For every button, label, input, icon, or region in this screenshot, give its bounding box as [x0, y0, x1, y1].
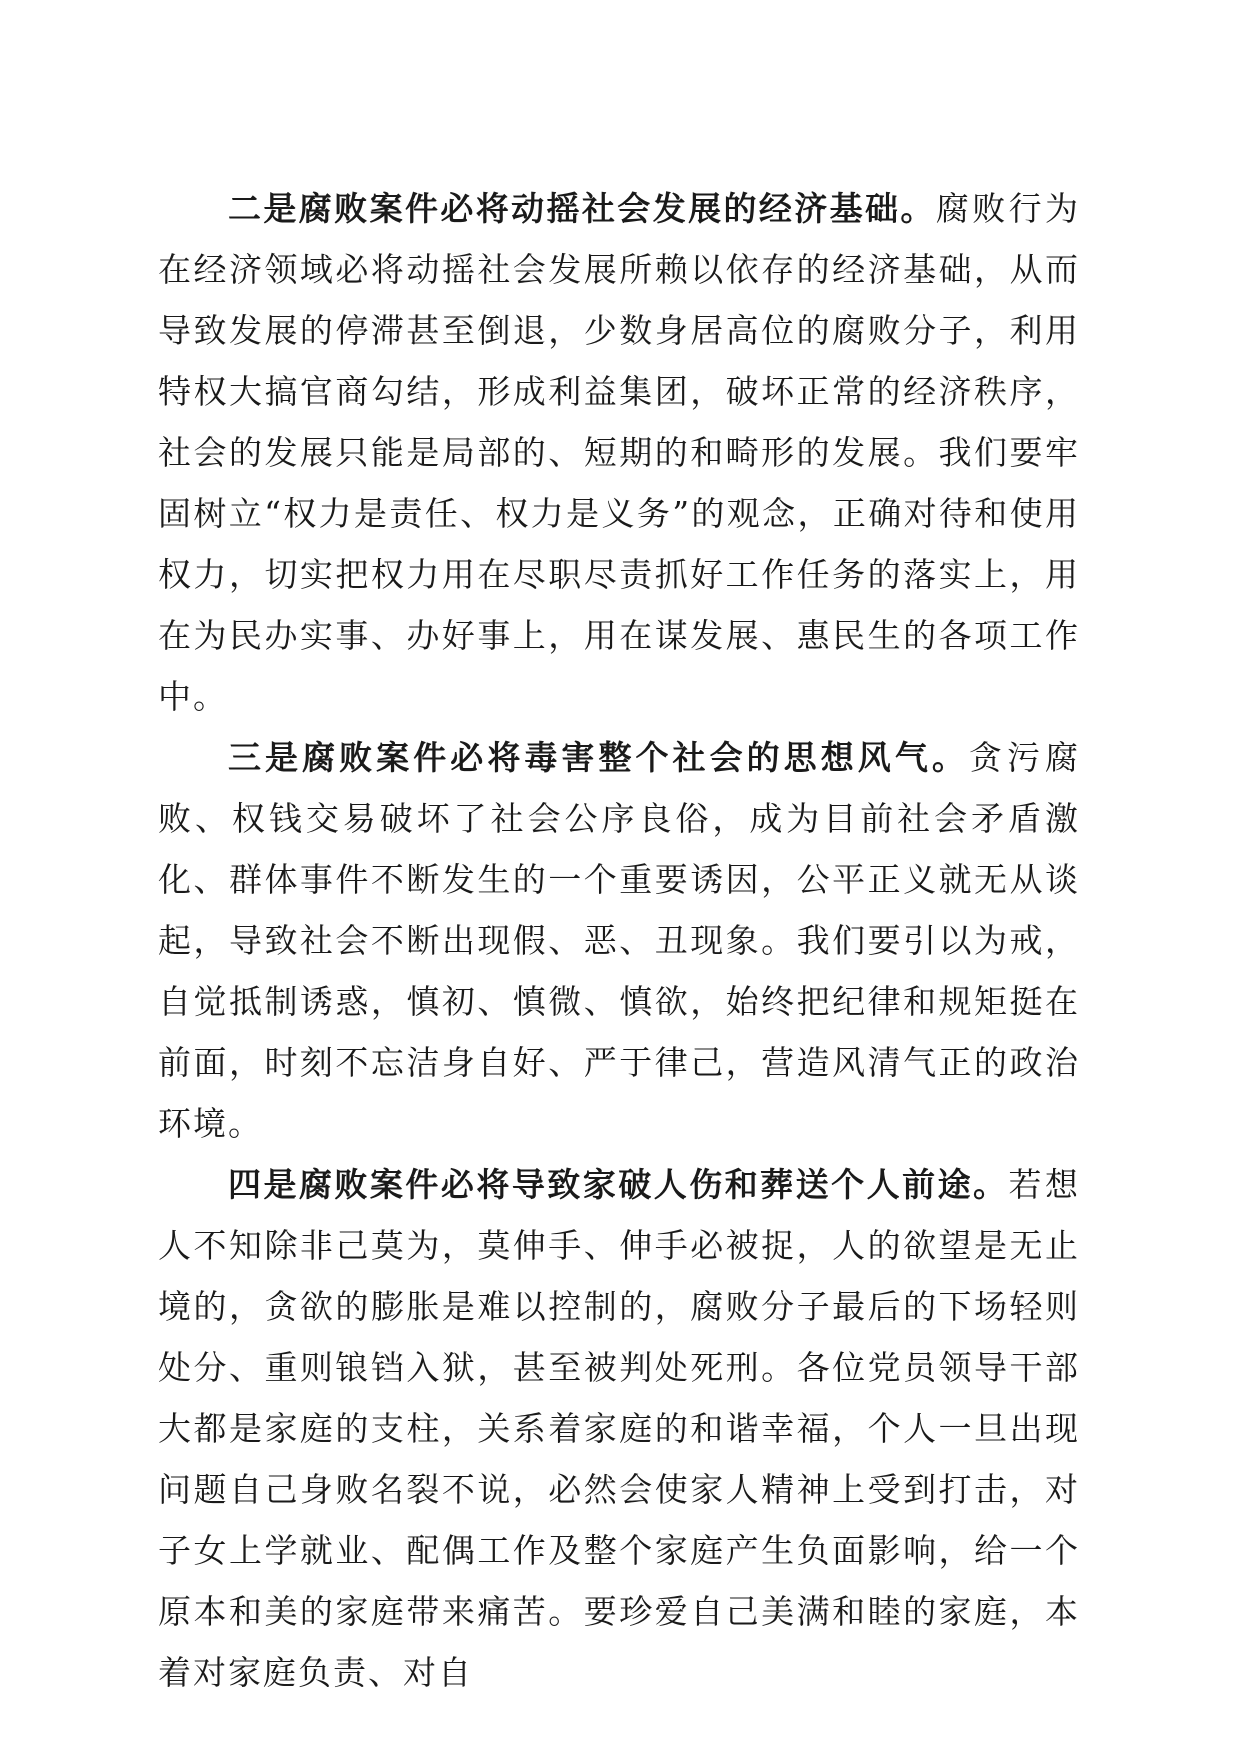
paragraph-body: 若想人不知除非己莫为，莫伸手、伸手必被捉，人的欲望是无止境的，贪欲的膨胀是难以控制的，腐败分子最后的下场轻则处分、重则锒铛入狱，甚至被判处死刑。各位党员领导干部大都是家庭的支柱，关系着家庭的和谐幸福，个人一旦出现问题自己身败名裂不说，必然会使家人精神上受到打击，对子女上学就业、配偶工作及整个家庭产生负面影响，给一个原本和美的家庭带来痛苦。要珍爱自己美满和睦的家庭，本着对家庭负责、对自 [158, 1165, 1081, 1692]
paragraph-lead: 四是腐败案件必将导致家破人伤和葬送个人前途。 [228, 1165, 1009, 1204]
paragraph-body: 腐败行为在经济领域必将动摇社会发展所赖以依存的经济基础，从而导致发展的停滞甚至倒退，少数身居高位的腐败分子，利用特权大搞官商勾结，形成利益集团，破坏正常的经济秩序，社会的发展只能是局部的、短期的和畸形的发展。我们要牢固树立“权力是责任、权力是义务”的观念，正确对待和使用权力，切实把权力用在尽职尽责抓好工作任务的落实上，用在为民办实事、办好事上，用在谋发展、惠民生的各项工作中。 [158, 189, 1081, 716]
paragraph-lead: 三是腐败案件必将毒害整个社会的思想风气。 [228, 738, 969, 777]
document-page [158, 178, 1080, 1703]
paragraph-social-ethos [158, 727, 1080, 1154]
paragraph-lead: 二是腐败案件必将动摇社会发展的经济基础。 [228, 189, 936, 228]
paragraph-economic-foundation [158, 178, 1080, 727]
paragraph-body: 贪污腐败、权钱交易破坏了社会公序良俗，成为目前社会矛盾激化、群体事件不断发生的一个重要诱因，公平正义就无从谈起，导致社会不断出现假、恶、丑现象。我们要引以为戒，自觉抵制诱惑，慎初、慎微、慎欲，始终把纪律和规矩挺在前面，时刻不忘洁身自好、严于律己，营造风清气正的政治环境。 [158, 738, 1081, 1143]
paragraph-family-future [158, 1154, 1080, 1703]
